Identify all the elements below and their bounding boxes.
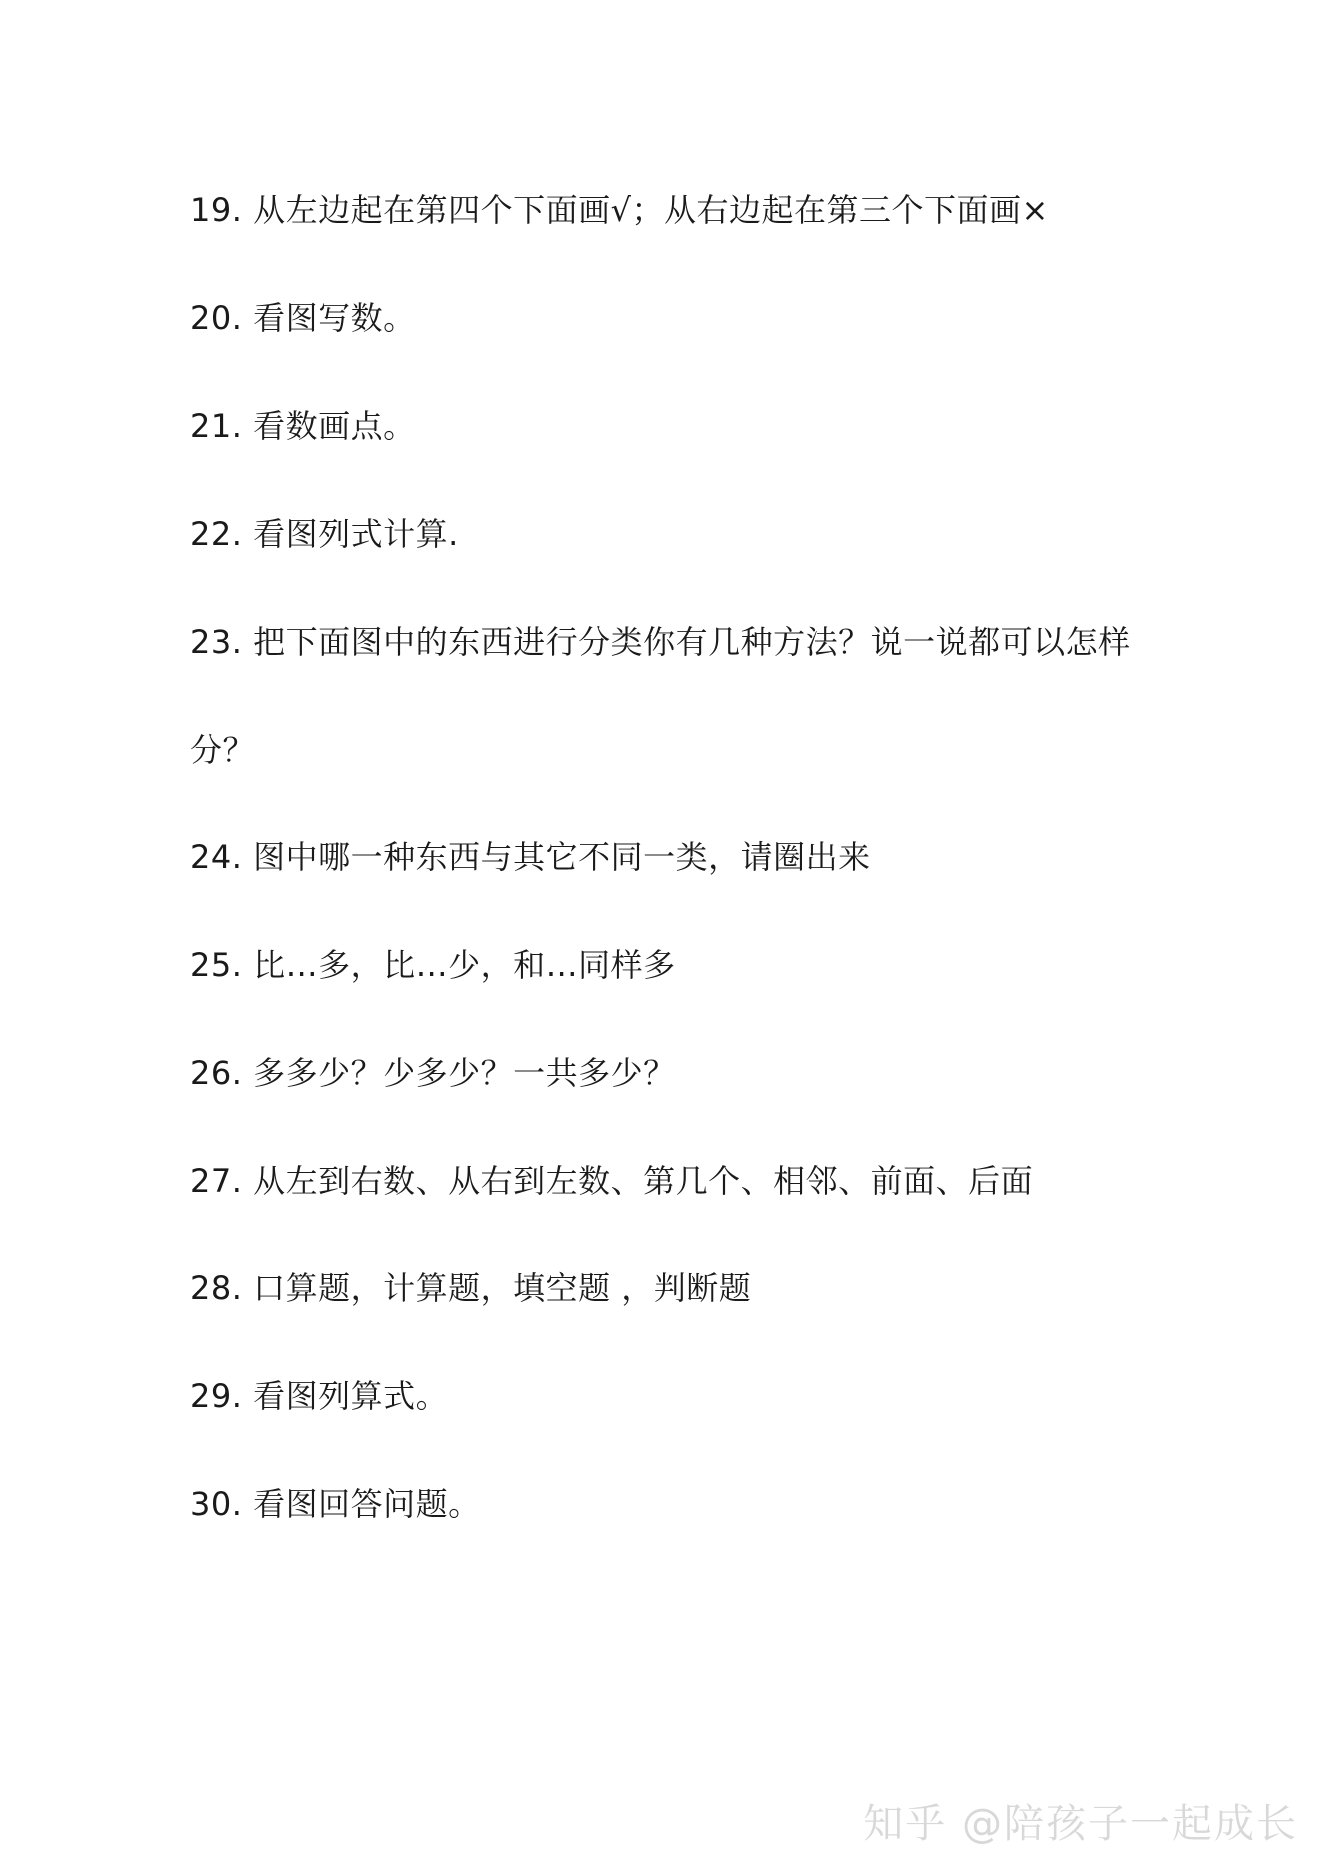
question-27: 27. 从左到右数、从右到左数、第几个、相邻、前面、后面 [190, 1162, 1034, 1200]
question-22: 22. 看图列式计算. [190, 515, 459, 553]
question-20: 20. 看图写数。 [190, 299, 416, 337]
question-19: 19. 从左边起在第四个下面画√；从右边起在第三个下面画× [190, 191, 1049, 229]
question-24: 24. 图中哪一种东西与其它不同一类，请圈出来 [190, 838, 871, 876]
question-21: 21. 看数画点。 [190, 407, 416, 445]
question-23: 23. 把下面图中的东西进行分类你有几种方法？说一说都可以怎样 [190, 623, 1131, 661]
question-28: 28. 口算题，计算题，填空题 ，判断题 [190, 1269, 752, 1307]
question-23-continuation: 分？ [190, 731, 256, 769]
question-29: 29. 看图列算式。 [190, 1377, 449, 1415]
question-30: 30. 看图回答问题。 [190, 1485, 481, 1523]
question-26: 26. 多多少？少多少？一共多少？ [190, 1054, 676, 1092]
question-25: 25. 比…多，比…少，和…同样多 [190, 946, 676, 984]
zhihu-watermark: 知乎 @陪孩子一起成长 [863, 1801, 1298, 1847]
